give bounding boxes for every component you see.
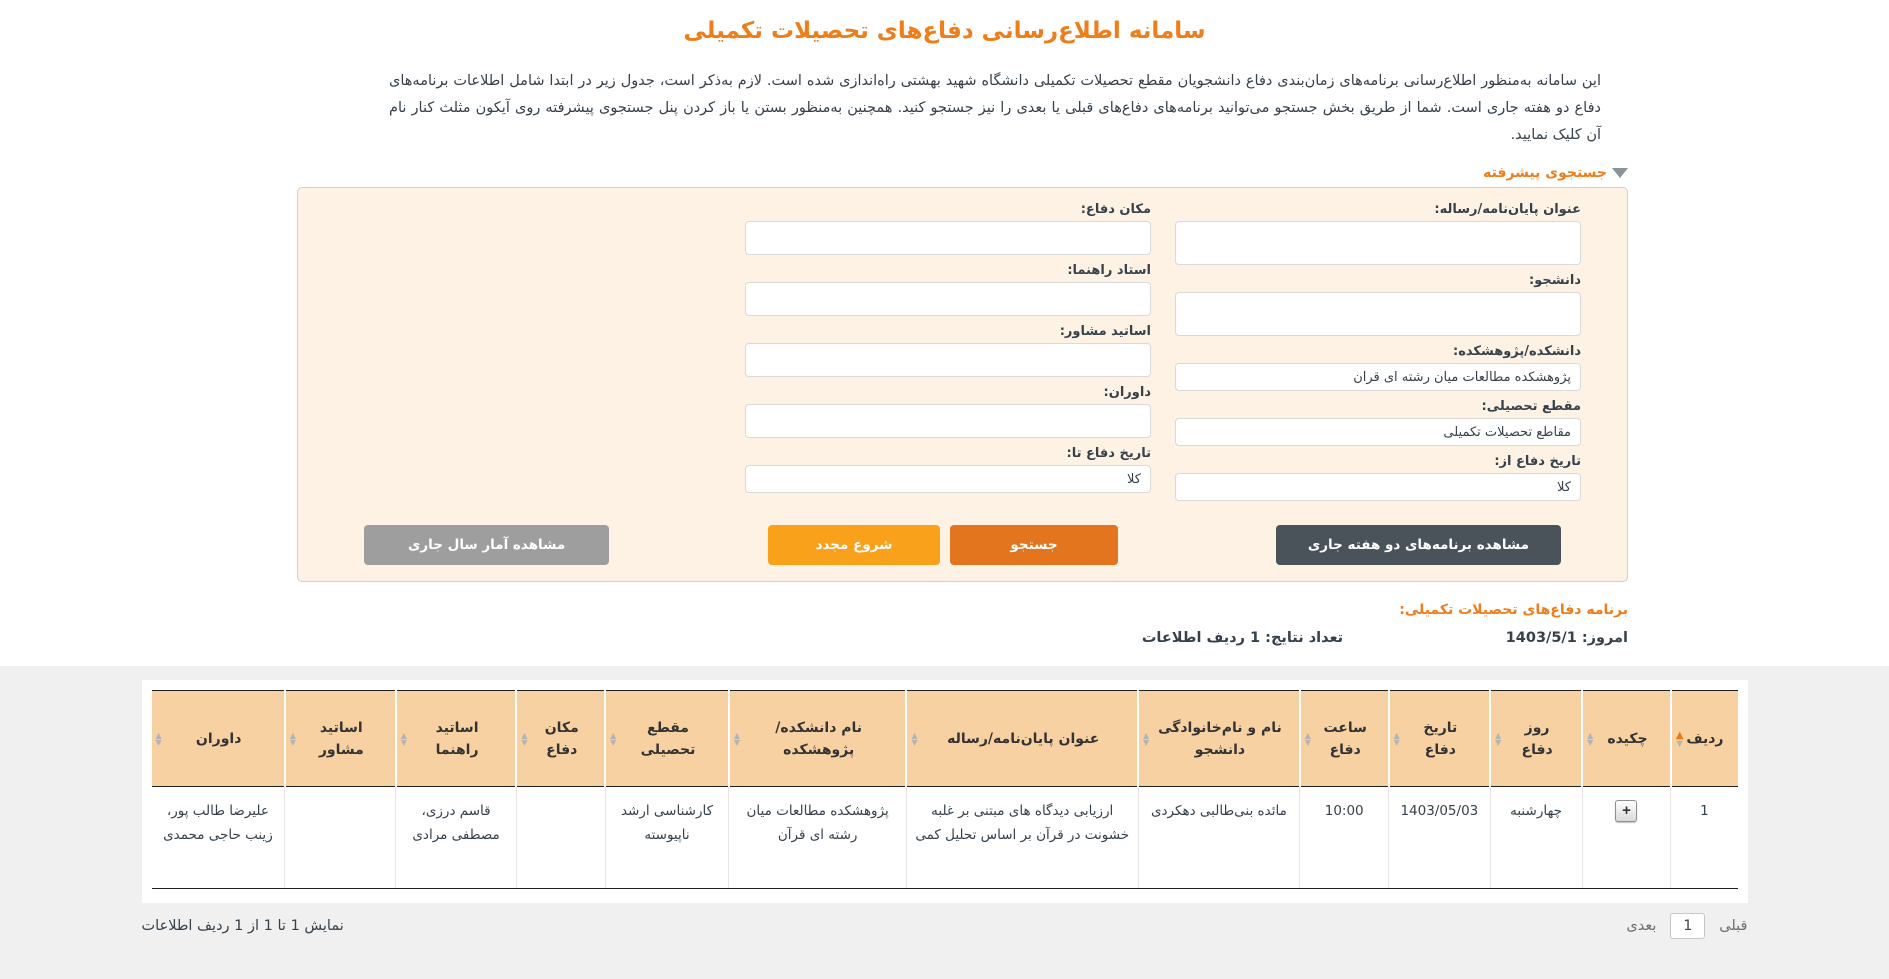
cell-supervisors: قاسم درزی، مصطفی مرادی: [396, 787, 517, 889]
column-header-label: چکیده: [1607, 730, 1648, 747]
sort-icon[interactable]: ▲ ▼: [1393, 730, 1400, 747]
column-header-label: اساتید راهنما: [435, 719, 479, 758]
column-header-abstract[interactable]: [1582, 691, 1671, 787]
degree-select[interactable]: [1175, 418, 1581, 446]
view-stats-button[interactable]: مشاهده آمار سال جاری: [364, 525, 609, 565]
pagination-page-1[interactable]: 1: [1670, 913, 1705, 939]
field-date-from: [1175, 454, 1581, 501]
column-header-label: مقطع تحصیلی: [640, 719, 696, 758]
column-header-supervisors[interactable]: [396, 691, 517, 787]
sort-icon[interactable]: ▲ ▼: [521, 730, 528, 747]
cell-row-no: 1: [1671, 787, 1738, 889]
sort-icon[interactable]: ▲ ▼: [1675, 729, 1684, 748]
sort-icon[interactable]: ▲ ▼: [1587, 730, 1594, 747]
column-header-label: مکان دفاع: [544, 719, 579, 758]
column-header-jurors[interactable]: [152, 691, 285, 787]
column-header-label: تاریخ دفاع: [1423, 719, 1458, 758]
field-jurors: [745, 385, 1151, 438]
cell-thesis-title: ارزیابی دیدگاه های مبتنی بر غلبه خشونت در قرآن بر اساس تحلیل کمی: [906, 787, 1138, 889]
today-date-label: امروز: 1403/5/1: [1505, 630, 1628, 646]
advanced-search-label: جستجوی پیشرفته: [1483, 165, 1607, 181]
column-header-label: روز دفاع: [1521, 719, 1553, 758]
cell-abstract: [1582, 787, 1671, 889]
degree-label: مقطع تحصیلی:: [1481, 399, 1581, 414]
column-header-degree[interactable]: [605, 691, 729, 787]
sort-icon[interactable]: ▲ ▼: [733, 730, 740, 747]
advisors-label: اساتید مشاور:: [1059, 324, 1151, 339]
thesis-title-label: عنوان پایان‌نامه/رساله:: [1434, 202, 1581, 217]
cell-faculty: پژوهشکده مطالعات میان رشته ای قرآن: [729, 787, 907, 889]
faculty-select[interactable]: [1175, 363, 1581, 391]
form-column-left: [745, 202, 1151, 509]
column-header-faculty[interactable]: [729, 691, 907, 787]
results-table-card: [142, 680, 1748, 903]
date-from-input[interactable]: [1175, 473, 1581, 501]
cell-degree: کارشناسی ارشد ناپیوسته: [605, 787, 729, 889]
date-to-label: تاریخ دفاع تا:: [1066, 446, 1151, 461]
column-header-label: نام دانشکده/ پژوهشکده: [775, 719, 863, 758]
pagination: [1626, 913, 1747, 939]
sort-icon[interactable]: ▲ ▼: [610, 730, 617, 747]
table-row: [152, 787, 1738, 889]
field-thesis-title: [1175, 202, 1581, 265]
intro-paragraph: این سامانه به‌منظور اطلاع‌رسانی برنامه‌های زمان‌بندی دفاع دانشجویان مقطع تحصیلات تکمیلی دانشگاه شهید بهشتی راه‌اندازی شده است. لازم به‌ذکر است، جدول زیر در ابتدا شامل اطلاعات برنامه‌های دفاع دو هفته جاری است. شما از طریق بخش جستجو می‌توانید برنامه‌های دفاع‌های قبلی یا بعدی را نیز جستجو کنید. همچنین به‌منظور بستن یا باز کردن پنل جستجوی پیشرفته روی آیکون مثلث کنار نام آن کلیک نمایید.: [389, 73, 1601, 143]
advanced-search-toggle[interactable]: [1483, 165, 1628, 181]
search-button[interactable]: جستجو: [950, 525, 1117, 565]
sort-icon[interactable]: ▲ ▼: [911, 730, 918, 747]
pagination-next[interactable]: بعدی: [1626, 918, 1657, 934]
field-supervisor: [745, 263, 1151, 316]
cell-jurors: علیرضا طالب پور، زینب حاجی محمدی: [152, 787, 285, 889]
triangle-down-icon[interactable]: [1612, 168, 1628, 178]
field-advisors: [745, 324, 1151, 377]
column-header-label: ساعت دفاع: [1323, 719, 1367, 758]
results-count-label: تعداد نتایج: 1 ردیف اطلاعات: [1141, 630, 1344, 646]
results-section-title: برنامه دفاع‌های تحصیلات تکمیلی:: [1399, 602, 1628, 618]
student-input[interactable]: [1175, 292, 1581, 336]
advisors-input[interactable]: [745, 343, 1151, 377]
expand-row-button[interactable]: +: [1615, 800, 1637, 822]
column-header-label: نام و نام‌خانوادگی دانشجو: [1158, 719, 1282, 758]
location-input[interactable]: [745, 221, 1151, 255]
date-from-label: تاریخ دفاع از:: [1494, 454, 1581, 469]
cell-location: [516, 787, 605, 889]
table-header-row: [152, 691, 1738, 787]
column-header-row-no[interactable]: [1671, 691, 1738, 787]
cell-day: چهارشنبه: [1490, 787, 1582, 889]
cell-time: 10:00: [1300, 787, 1389, 889]
sort-icon[interactable]: ▲ ▼: [155, 730, 162, 747]
column-header-label: اساتید مشاور: [318, 719, 364, 758]
column-header-label: داوران: [195, 730, 242, 747]
column-header-label: ردیف: [1686, 730, 1724, 747]
column-header-advisors[interactable]: [285, 691, 396, 787]
student-label: دانشجو:: [1529, 273, 1581, 288]
reset-button[interactable]: شروع مجدد: [768, 525, 941, 565]
supervisor-label: استاد راهنما:: [1067, 263, 1151, 278]
results-section: [0, 666, 1889, 979]
column-header-label: عنوان پایان‌نامه/رساله: [947, 730, 1100, 747]
supervisor-input[interactable]: [745, 282, 1151, 316]
column-header-thesis-title[interactable]: [906, 691, 1138, 787]
page-title: سامانه اطلاع‌رسانی دفاع‌های تحصیلات تکمیلی: [683, 18, 1206, 44]
column-header-day[interactable]: [1490, 691, 1582, 787]
sort-icon[interactable]: ▲ ▼: [1304, 730, 1311, 747]
jurors-label: داوران:: [1103, 385, 1151, 400]
field-degree: [1175, 399, 1581, 446]
pagination-info: نمایش 1 تا 1 از 1 ردیف اطلاعات: [141, 918, 344, 934]
thesis-title-input[interactable]: [1175, 221, 1581, 265]
column-header-date[interactable]: [1389, 691, 1491, 787]
column-header-student[interactable]: [1138, 691, 1300, 787]
jurors-input[interactable]: [745, 404, 1151, 438]
form-column-right: [1175, 202, 1581, 509]
field-date-to: [745, 446, 1151, 493]
advanced-search-panel: [297, 187, 1628, 582]
column-header-time[interactable]: [1300, 691, 1389, 787]
view-two-weeks-button[interactable]: مشاهده برنامه‌های دو هفته جاری: [1276, 525, 1561, 565]
defense-table: [152, 690, 1738, 889]
location-label: مکان دفاع:: [1080, 202, 1151, 217]
date-to-input[interactable]: [745, 465, 1151, 493]
field-faculty: [1175, 344, 1581, 391]
cell-advisors: [285, 787, 396, 889]
sort-icon[interactable]: ▲ ▼: [1143, 730, 1150, 747]
pagination-previous[interactable]: قبلی: [1719, 918, 1748, 934]
sort-icon[interactable]: ▲ ▼: [400, 730, 407, 747]
cell-date: 1403/05/03: [1389, 787, 1491, 889]
column-header-location[interactable]: [516, 691, 605, 787]
faculty-label: دانشکده/پژوهشکده:: [1453, 344, 1581, 359]
sort-icon[interactable]: ▲ ▼: [1495, 730, 1502, 747]
center-buttons-group: [768, 525, 1118, 565]
field-student: [1175, 273, 1581, 336]
sort-icon[interactable]: ▲ ▼: [289, 730, 296, 747]
field-location: [745, 202, 1151, 255]
cell-student: مائده بنی‌طالبی دهکردی: [1138, 787, 1300, 889]
